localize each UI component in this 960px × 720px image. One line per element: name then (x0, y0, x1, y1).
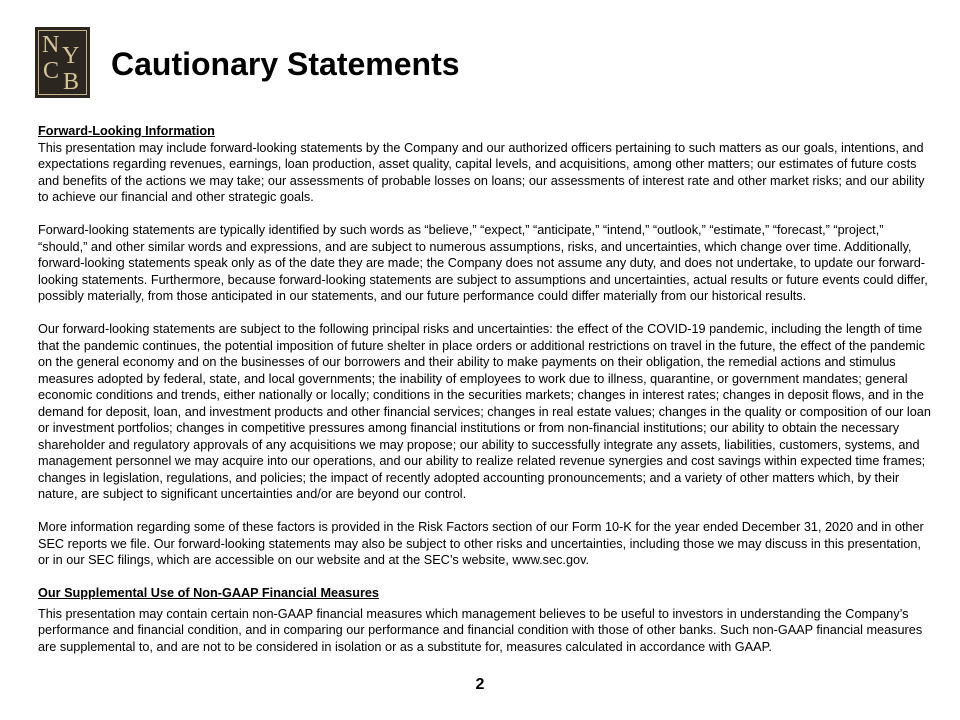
non-gaap-paragraph: This presentation may contain certain non-GAAP financial measures which management believes to be useful to investors in understanding the Company’s performance and financial condition, and in comparing our performance and financial condition with those of other banks. Such non-GAAP financial measures are supplemental to, and are not to be considered in isolation or as a substitute for, measures calculated in accordance with GAAP. (38, 606, 923, 654)
page-title: Cautionary Statements (111, 46, 460, 82)
main-content (38, 123, 933, 655)
forward-looking-paragraph-4: More information regarding some of these factors is provided in the Risk Factors section of our Form 10-K for the year ended December 31, 2020 and in other SEC reports we file. Our forward-looking statements may also be subject to other risks and uncertainties, including those we may discuss in this presentation, or in our SEC filings, which are accessible on our website and at the SEC’s website, www.sec.gov. (38, 520, 924, 567)
nycb-logo (35, 27, 90, 98)
logo-letter-n: N (42, 32, 60, 58)
non-gaap-heading: Our Supplemental Use of Non-GAAP Financial Measures (38, 586, 379, 600)
forward-looking-paragraph-2: Forward-looking statements are typically identified by such words as “believe,” “expect,” “anticipate,” “intend,” “outlook,” “estimate,” “forecast,” “project,” “should,” and other similar words and expressions, and are subject to numerous assumptions, risks, and uncertainties, which change over time. Additionally, forward-looking statements speak only as of the date they are made; the Company does not assume any duty, and does not undertake, to update our forward-looking statements. Furthermore, because forward-looking statements are subject to assumptions and uncertainties, actual results or future events could differ, possibly materially, from those anticipated in our statements, and our future performance could differ materially from our historical results. (38, 223, 928, 303)
forward-looking-heading: Forward-Looking Information (38, 124, 215, 138)
forward-looking-paragraph-1: This presentation may include forward-looking statements by the Company and our authorized officers pertaining to such matters as our goals, intentions, and expectations regarding revenues, earnings, loan production, asset quality, capital levels, and acquisitions, among other matters; our estimates of future costs and benefits of the actions we may take; our assessments of probable losses on loans; our assessments of interest rate and other market risks; and our ability to achieve our financial and other strategic goals. (38, 140, 925, 204)
logo-letter-y: Y (62, 43, 80, 69)
logo-letter-c: C (43, 58, 60, 84)
logo-letter-b: B (63, 69, 80, 95)
forward-looking-paragraph-3: Our forward-looking statements are subject to the following principal risks and uncertainties: the effect of the COVID-19 pandemic, including the length of time that the pandemic continues, the potential imposition of future shelter in place orders or additional restrictions on travel in the future, the effect of the pandemic on the general economy and on the businesses of our borrowers and their ability to make payments on their obligation, the remedial actions and stimulus measures adopted by federal, state, and local governments; the inability of employees to work due to illness, quarantine, or government mandates; general economic conditions and trends, either nationally or locally; conditions in the securities markets; changes in interest rates; changes in deposit flows, and in the demand for deposit, loan, and investment products and other financial services; changes in real estate values; changes in the quality or composition of our loan or investment portfolios; changes in competitive pressures among financial institutions or from non-financial institutions; our ability to obtain the necessary shareholder and regulatory approvals of any acquisitions we may propose; our ability to successfully integrate any assets, liabilities, customers, systems, and management personnel we may acquire into our operations, and our ability to realize related revenue synergies and cost savings within expected time frames; changes in legislation, regulations, and policies; the impact of recently adopted accounting pronouncements; and a variety of other matters which, by their nature, are subject to significant uncertainties and/or are beyond our control. (38, 322, 931, 501)
page-number: 2 (475, 676, 485, 693)
